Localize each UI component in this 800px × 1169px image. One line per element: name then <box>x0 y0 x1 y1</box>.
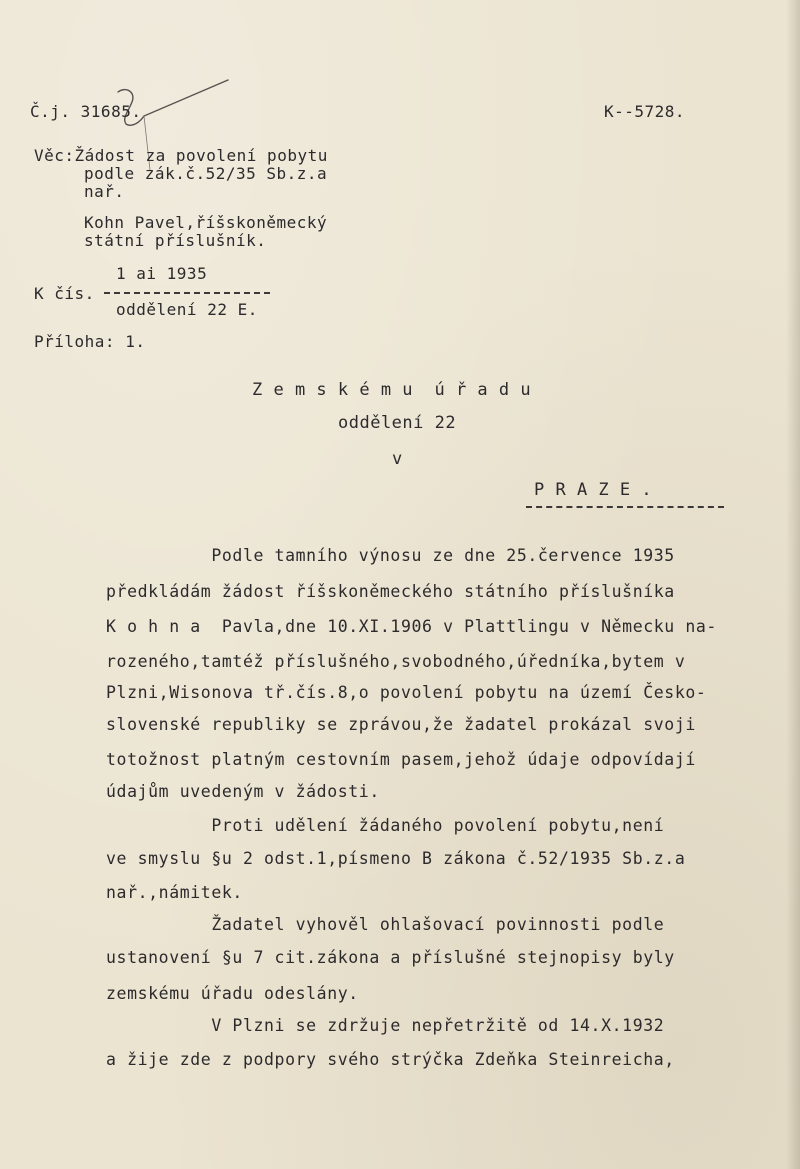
body-line: slovenské republiky se zprávou,že žadatel prokázal svoji <box>106 715 696 734</box>
body-line: K o h n a Pavla,dne 10.XI.1906 v Plattlingu v Německu na- <box>106 617 717 636</box>
reference-number: K--5728. <box>604 102 686 121</box>
addressee-city: P R A Z E . <box>534 480 653 500</box>
body-line: předkládám žádost říšskoněmeckého státního příslušníka <box>106 582 675 601</box>
body-line: Podle tamního výnosu ze dne 25.července 1935 <box>106 546 675 565</box>
body-line: V Plzni se zdržuje nepřetržitě od 14.X.1932 <box>106 1016 665 1035</box>
addressee-office: Z e m s k é m u ú ř a d u <box>252 380 532 400</box>
body-line: údajům uvedeným v žádosti. <box>106 782 380 801</box>
body-line: a žije zde z podpory svého strýčka Zdeňka Steinreicha, <box>106 1050 675 1069</box>
k-cis-label: K čís. <box>34 284 95 303</box>
body-line: totožnost platným cestovním pasem,jehož údaje odpovídají <box>106 750 696 769</box>
subject-line-3: nař. <box>84 182 125 201</box>
applicant-line-1: Kohn Pavel,říšskoněmecký <box>84 213 328 232</box>
body-line: Žadatel vyhověl ohlašovací povinnosti podle <box>106 915 665 934</box>
addressee-preposition: v <box>392 449 403 469</box>
body-line: Proti udělení žádaného povolení pobytu,není <box>106 816 665 835</box>
body-line: nař.,námitek. <box>106 883 243 902</box>
addressee-department: oddělení 22 <box>338 413 457 433</box>
subject-line-2: podle zák.č.52/35 Sb.z.a <box>84 164 328 183</box>
body-line: Plzni,Wisonova tř.čís.8,o povolení pobytu na území Česko- <box>106 683 707 702</box>
attachment-label: Příloha: 1. <box>34 332 146 351</box>
body-line: zemskému úřadu odeslány. <box>106 984 359 1003</box>
applicant-line-2: státní příslušník. <box>84 231 267 250</box>
paper-edge-shadow <box>786 0 800 1169</box>
k-cis-department: oddělení 22 E. <box>116 300 258 319</box>
body-line: ve smyslu §u 2 odst.1,písmeno B zákona č.52/1935 Sb.z.a <box>106 849 686 868</box>
subject-line-1: Věc:Žádost za povolení pobytu <box>34 146 328 165</box>
k-cis-number: 1 ai 1935 <box>116 264 208 283</box>
body-line: ustanovení §u 7 cit.zákona a příslušné stejnopisy byly <box>106 948 675 967</box>
body-line: rozeného,tamtéž příslušného,svobodného,úředníka,bytem v <box>106 652 686 671</box>
k-cis-dash-line <box>104 292 270 294</box>
cj-number: Č.j. 31685. <box>30 102 142 121</box>
city-underline <box>526 506 724 508</box>
